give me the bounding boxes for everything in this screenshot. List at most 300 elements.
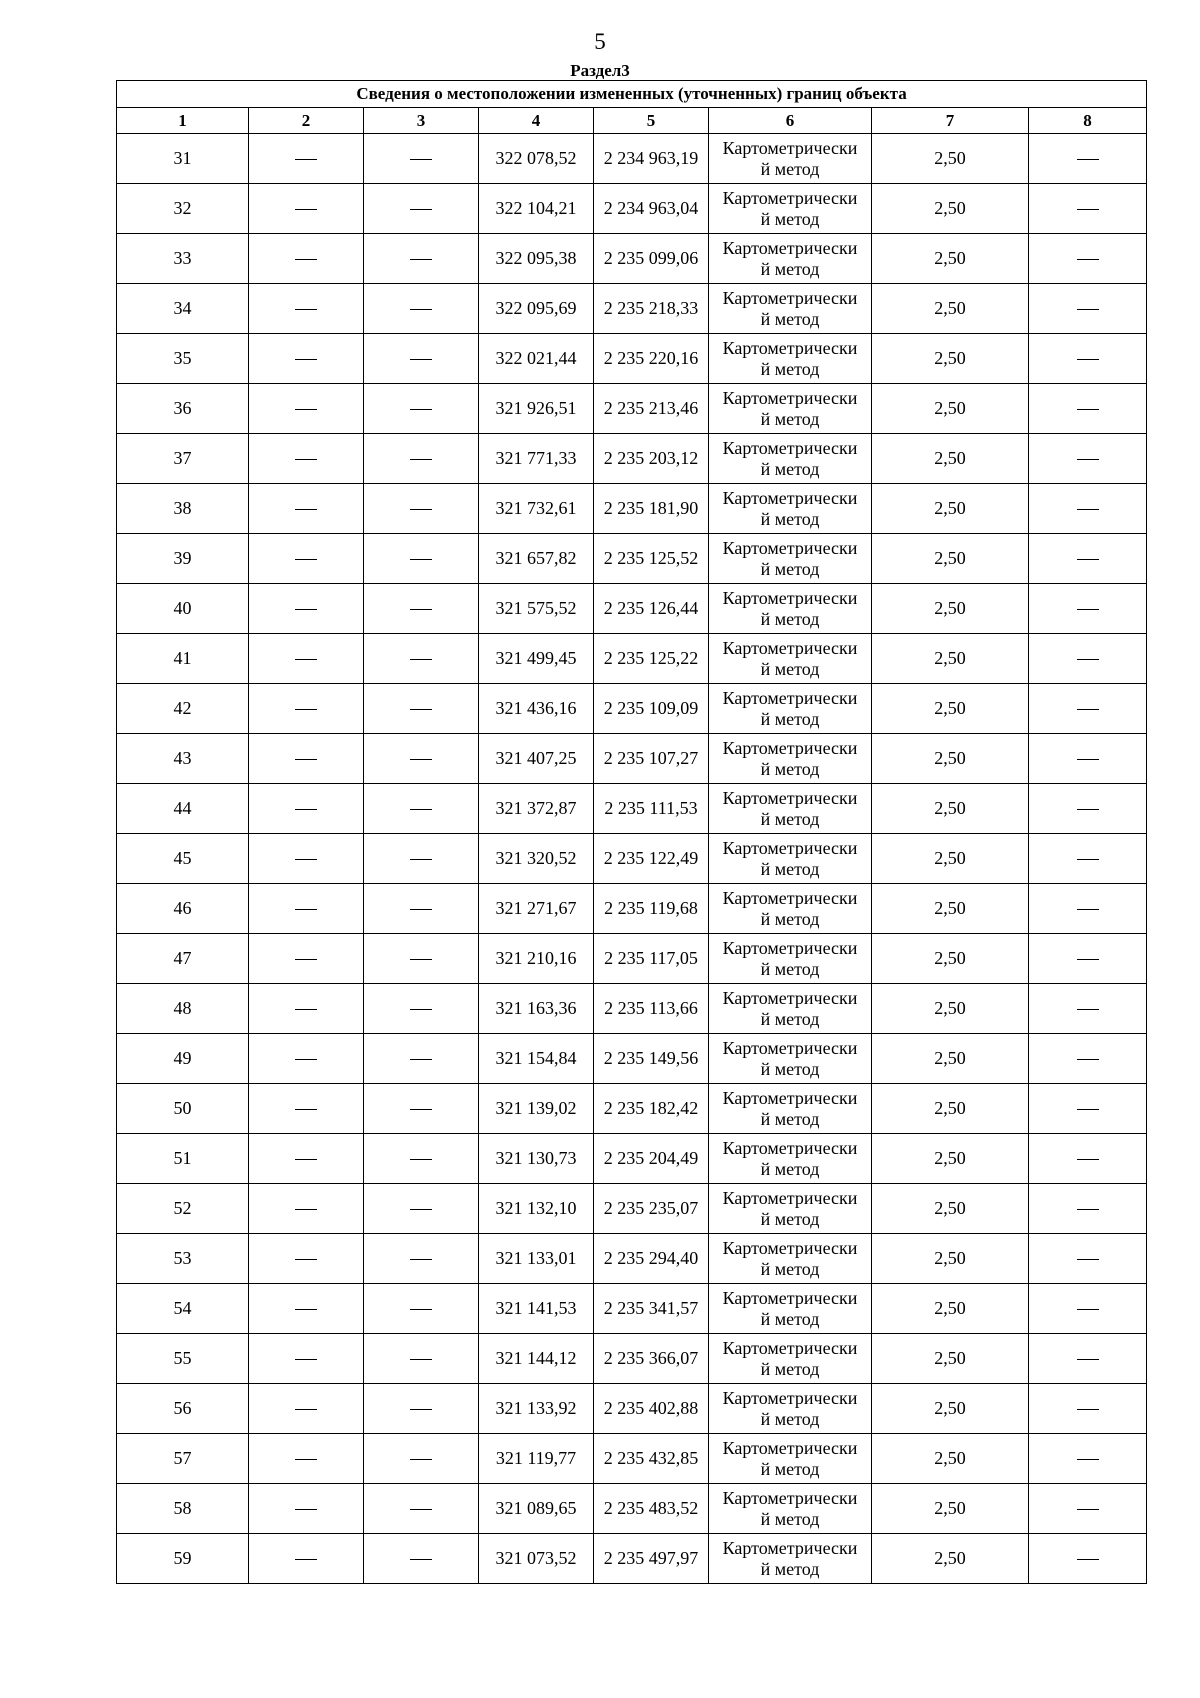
method-line-1: Картометрически [722, 737, 858, 758]
y-coordinate-cell: 2 235 113,66 [594, 984, 709, 1034]
method-line-1: Картометрически [722, 637, 858, 658]
dash-mark [1077, 1009, 1099, 1010]
dash-mark [1077, 159, 1099, 160]
method-cell [709, 1234, 872, 1284]
empty-cell [364, 1534, 479, 1584]
method-cell [709, 1284, 872, 1334]
empty-cell [1029, 1434, 1147, 1484]
x-coordinate-cell: 321 163,36 [479, 984, 594, 1034]
empty-cell [364, 384, 479, 434]
x-coordinate-cell: 321 657,82 [479, 534, 594, 584]
dash-mark [1077, 1109, 1099, 1110]
point-number-cell: 42 [117, 684, 249, 734]
dash-mark [410, 409, 432, 410]
y-coordinate-cell: 2 235 149,56 [594, 1034, 709, 1084]
dash-mark [1077, 959, 1099, 960]
empty-cell [249, 1234, 364, 1284]
point-number-cell: 50 [117, 1084, 249, 1134]
dash-mark [295, 1359, 317, 1360]
y-coordinate-cell: 2 235 432,85 [594, 1434, 709, 1484]
point-number-cell: 52 [117, 1184, 249, 1234]
method-line-2: й метод [760, 1408, 820, 1429]
table-row [117, 884, 1147, 934]
dash-mark [295, 1009, 317, 1010]
method-line-2: й метод [760, 408, 820, 429]
empty-cell [1029, 1334, 1147, 1384]
empty-cell [364, 734, 479, 784]
method-line-1: Картометрически [722, 137, 858, 158]
point-number-cell: 45 [117, 834, 249, 884]
table-row [117, 784, 1147, 834]
y-coordinate-cell: 2 235 204,49 [594, 1134, 709, 1184]
empty-cell [1029, 784, 1147, 834]
empty-cell [1029, 1184, 1147, 1234]
empty-cell [249, 1434, 364, 1484]
empty-cell [249, 434, 364, 484]
dash-mark [295, 459, 317, 460]
empty-cell [1029, 1134, 1147, 1184]
method-line-1: Картометрически [722, 237, 858, 258]
y-coordinate-cell: 2 235 117,05 [594, 934, 709, 984]
method-line-2: й метод [760, 258, 820, 279]
dash-mark [410, 1409, 432, 1410]
method-line-2: й метод [760, 958, 820, 979]
method-line-2: й метод [760, 708, 820, 729]
dash-mark [1077, 1509, 1099, 1510]
method-cell [709, 834, 872, 884]
point-number-cell: 57 [117, 1434, 249, 1484]
dash-mark [1077, 1409, 1099, 1410]
x-coordinate-cell: 321 130,73 [479, 1134, 594, 1184]
table-row [117, 1534, 1147, 1584]
empty-cell [249, 334, 364, 384]
method-line-1: Картометрически [722, 687, 858, 708]
point-number-cell: 46 [117, 884, 249, 934]
method-cell [709, 284, 872, 334]
point-number-cell: 43 [117, 734, 249, 784]
method-line-1: Картометрически [722, 387, 858, 408]
column-number-header: 8 [1029, 108, 1147, 134]
accuracy-cell: 2,50 [872, 884, 1029, 934]
dash-mark [410, 159, 432, 160]
y-coordinate-cell: 2 235 125,22 [594, 634, 709, 684]
dash-mark [1077, 659, 1099, 660]
method-line-1: Картометрически [722, 1437, 858, 1458]
empty-cell [1029, 1534, 1147, 1584]
method-line-2: й метод [760, 1558, 820, 1579]
y-coordinate-cell: 2 235 099,06 [594, 234, 709, 284]
empty-cell [364, 934, 479, 984]
accuracy-cell: 2,50 [872, 234, 1029, 284]
point-number-cell: 40 [117, 584, 249, 634]
dash-mark [295, 909, 317, 910]
accuracy-cell: 2,50 [872, 734, 1029, 784]
table-row [117, 434, 1147, 484]
empty-cell [364, 434, 479, 484]
method-cell [709, 484, 872, 534]
accuracy-cell: 2,50 [872, 334, 1029, 384]
y-coordinate-cell: 2 235 218,33 [594, 284, 709, 334]
dash-mark [1077, 809, 1099, 810]
empty-cell [364, 1084, 479, 1134]
dash-mark [295, 309, 317, 310]
method-line-1: Картометрически [722, 1087, 858, 1108]
x-coordinate-cell: 321 133,92 [479, 1384, 594, 1434]
empty-cell [249, 1384, 364, 1434]
empty-cell [1029, 1484, 1147, 1534]
accuracy-cell: 2,50 [872, 134, 1029, 184]
table-row [117, 984, 1147, 1034]
table-row [117, 284, 1147, 334]
empty-cell [1029, 984, 1147, 1034]
point-number-cell: 53 [117, 1234, 249, 1284]
dash-mark [1077, 1559, 1099, 1560]
method-line-1: Картометрически [722, 887, 858, 908]
dash-mark [1077, 1309, 1099, 1310]
empty-cell [1029, 1084, 1147, 1134]
x-coordinate-cell: 321 499,45 [479, 634, 594, 684]
dash-mark [410, 959, 432, 960]
method-line-2: й метод [760, 608, 820, 629]
dash-mark [1077, 609, 1099, 610]
method-cell [709, 434, 872, 484]
dash-mark [410, 1159, 432, 1160]
empty-cell [249, 634, 364, 684]
method-line-2: й метод [760, 208, 820, 229]
dash-mark [410, 1309, 432, 1310]
method-cell [709, 1084, 872, 1134]
empty-cell [1029, 384, 1147, 434]
point-number-cell: 32 [117, 184, 249, 234]
empty-cell [364, 584, 479, 634]
method-line-2: й метод [760, 458, 820, 479]
accuracy-cell: 2,50 [872, 1334, 1029, 1384]
table-row [117, 334, 1147, 384]
point-number-cell: 51 [117, 1134, 249, 1184]
x-coordinate-cell: 321 133,01 [479, 1234, 594, 1284]
dash-mark [295, 859, 317, 860]
dash-mark [295, 1409, 317, 1410]
empty-cell [1029, 434, 1147, 484]
dash-mark [1077, 359, 1099, 360]
page-number: 5 [594, 29, 606, 54]
method-line-1: Картометрически [722, 187, 858, 208]
dash-mark [410, 259, 432, 260]
method-line-2: й метод [760, 558, 820, 579]
dash-mark [410, 559, 432, 560]
dash-mark [295, 559, 317, 560]
method-line-2: й метод [760, 1458, 820, 1479]
method-cell [709, 1184, 872, 1234]
dash-mark [410, 909, 432, 910]
empty-cell [249, 1034, 364, 1084]
point-number-cell: 55 [117, 1334, 249, 1384]
empty-cell [249, 284, 364, 334]
method-line-1: Картометрически [722, 1037, 858, 1058]
dash-mark [1077, 859, 1099, 860]
point-number-cell: 33 [117, 234, 249, 284]
point-number-cell: 44 [117, 784, 249, 834]
y-coordinate-cell: 2 235 107,27 [594, 734, 709, 784]
column-number-header: 5 [594, 108, 709, 134]
dash-mark [1077, 1209, 1099, 1210]
empty-cell [364, 534, 479, 584]
dash-mark [1077, 759, 1099, 760]
x-coordinate-cell: 321 771,33 [479, 434, 594, 484]
x-coordinate-cell: 322 095,38 [479, 234, 594, 284]
empty-cell [1029, 1234, 1147, 1284]
method-line-1: Картометрически [722, 437, 858, 458]
dash-mark [295, 1159, 317, 1160]
y-coordinate-cell: 2 235 109,09 [594, 684, 709, 734]
method-line-1: Картометрически [722, 487, 858, 508]
empty-cell [249, 734, 364, 784]
dash-mark [410, 459, 432, 460]
point-number-cell: 31 [117, 134, 249, 184]
y-coordinate-cell: 2 235 341,57 [594, 1284, 709, 1334]
method-line-1: Картометрически [722, 537, 858, 558]
dash-mark [410, 1359, 432, 1360]
accuracy-cell: 2,50 [872, 384, 1029, 434]
method-line-1: Картометрически [722, 1537, 858, 1558]
x-coordinate-cell: 321 139,02 [479, 1084, 594, 1134]
method-line-2: й метод [760, 658, 820, 679]
dash-mark [1077, 1259, 1099, 1260]
dash-mark [410, 859, 432, 860]
method-cell [709, 334, 872, 384]
accuracy-cell: 2,50 [872, 534, 1029, 584]
method-cell [709, 934, 872, 984]
coordinates-table [116, 80, 1147, 1584]
empty-cell [249, 1484, 364, 1534]
y-coordinate-cell: 2 235 497,97 [594, 1534, 709, 1584]
method-line-2: й метод [760, 1008, 820, 1029]
table-row [117, 184, 1147, 234]
empty-cell [249, 234, 364, 284]
empty-cell [249, 384, 364, 434]
method-line-1: Картометрически [722, 937, 858, 958]
dash-mark [295, 1109, 317, 1110]
method-line-2: й метод [760, 808, 820, 829]
dash-mark [1077, 209, 1099, 210]
empty-cell [1029, 1034, 1147, 1084]
x-coordinate-cell: 321 154,84 [479, 1034, 594, 1084]
dash-mark [295, 1509, 317, 1510]
accuracy-cell: 2,50 [872, 1234, 1029, 1284]
y-coordinate-cell: 2 235 366,07 [594, 1334, 709, 1384]
x-coordinate-cell: 321 575,52 [479, 584, 594, 634]
method-line-1: Картометрически [722, 1487, 858, 1508]
dash-mark [410, 809, 432, 810]
empty-cell [249, 1184, 364, 1234]
empty-cell [1029, 834, 1147, 884]
dash-mark [410, 609, 432, 610]
y-coordinate-cell: 2 234 963,19 [594, 134, 709, 184]
dash-mark [295, 1309, 317, 1310]
y-coordinate-cell: 2 235 119,68 [594, 884, 709, 934]
x-coordinate-cell: 321 320,52 [479, 834, 594, 884]
point-number-cell: 37 [117, 434, 249, 484]
empty-cell [364, 1334, 479, 1384]
empty-cell [364, 1184, 479, 1234]
dash-mark [295, 1209, 317, 1210]
table-row [117, 1334, 1147, 1384]
accuracy-cell: 2,50 [872, 934, 1029, 984]
dash-mark [295, 259, 317, 260]
x-coordinate-cell: 321 141,53 [479, 1284, 594, 1334]
dash-mark [295, 359, 317, 360]
method-cell [709, 234, 872, 284]
method-line-2: й метод [760, 908, 820, 929]
column-number-header: 6 [709, 108, 872, 134]
empty-cell [364, 484, 479, 534]
empty-cell [364, 884, 479, 934]
dash-mark [295, 759, 317, 760]
dash-mark [295, 209, 317, 210]
dash-mark [1077, 1159, 1099, 1160]
empty-cell [364, 834, 479, 884]
table-row [117, 1234, 1147, 1284]
y-coordinate-cell: 2 235 213,46 [594, 384, 709, 434]
table-row [117, 684, 1147, 734]
method-line-2: й метод [760, 1108, 820, 1129]
empty-cell [249, 1534, 364, 1584]
empty-cell [249, 984, 364, 1034]
empty-cell [1029, 584, 1147, 634]
column-number-header: 1 [117, 108, 249, 134]
dash-mark [1077, 409, 1099, 410]
empty-cell [249, 184, 364, 234]
point-number-cell: 56 [117, 1384, 249, 1434]
empty-cell [249, 584, 364, 634]
table-row [117, 634, 1147, 684]
method-cell [709, 1134, 872, 1184]
dash-mark [1077, 1059, 1099, 1060]
dash-mark [410, 1009, 432, 1010]
dash-mark [1077, 309, 1099, 310]
dash-mark [410, 359, 432, 360]
accuracy-cell: 2,50 [872, 984, 1029, 1034]
x-coordinate-cell: 321 732,61 [479, 484, 594, 534]
empty-cell [249, 834, 364, 884]
table-row [117, 1384, 1147, 1434]
empty-cell [1029, 134, 1147, 184]
method-cell [709, 784, 872, 834]
point-number-cell: 39 [117, 534, 249, 584]
accuracy-cell: 2,50 [872, 784, 1029, 834]
empty-cell [1029, 1284, 1147, 1334]
empty-cell [364, 234, 479, 284]
accuracy-cell: 2,50 [872, 834, 1029, 884]
x-coordinate-cell: 322 021,44 [479, 334, 594, 384]
empty-cell [249, 784, 364, 834]
method-cell [709, 534, 872, 584]
accuracy-cell: 2,50 [872, 1184, 1029, 1234]
column-number-header: 7 [872, 108, 1029, 134]
method-line-1: Картометрически [722, 1137, 858, 1158]
empty-cell [364, 1384, 479, 1434]
method-cell [709, 634, 872, 684]
empty-cell [364, 684, 479, 734]
x-coordinate-cell: 321 144,12 [479, 1334, 594, 1384]
dash-mark [410, 1459, 432, 1460]
empty-cell [1029, 334, 1147, 384]
section-label: Раздел3 [570, 61, 630, 80]
method-cell [709, 684, 872, 734]
empty-cell [1029, 734, 1147, 784]
method-line-1: Картометрически [722, 337, 858, 358]
point-number-cell: 35 [117, 334, 249, 384]
method-line-2: й метод [760, 1058, 820, 1079]
empty-cell [364, 984, 479, 1034]
table-row [117, 934, 1147, 984]
dash-mark [295, 1259, 317, 1260]
empty-cell [364, 1134, 479, 1184]
empty-cell [364, 634, 479, 684]
dash-mark [410, 659, 432, 660]
dash-mark [295, 1559, 317, 1560]
accuracy-cell: 2,50 [872, 434, 1029, 484]
empty-cell [1029, 484, 1147, 534]
dash-mark [410, 209, 432, 210]
y-coordinate-cell: 2 235 483,52 [594, 1484, 709, 1534]
point-number-cell: 47 [117, 934, 249, 984]
method-cell [709, 1034, 872, 1084]
point-number-cell: 36 [117, 384, 249, 434]
method-cell [709, 134, 872, 184]
method-cell [709, 184, 872, 234]
y-coordinate-cell: 2 234 963,04 [594, 184, 709, 234]
point-number-cell: 49 [117, 1034, 249, 1084]
dash-mark [295, 959, 317, 960]
y-coordinate-cell: 2 235 402,88 [594, 1384, 709, 1434]
table-row [117, 1084, 1147, 1134]
x-coordinate-cell: 321 926,51 [479, 384, 594, 434]
y-coordinate-cell: 2 235 125,52 [594, 534, 709, 584]
dash-mark [295, 659, 317, 660]
y-coordinate-cell: 2 235 182,42 [594, 1084, 709, 1134]
accuracy-cell: 2,50 [872, 584, 1029, 634]
table-row [117, 534, 1147, 584]
empty-cell [1029, 284, 1147, 334]
empty-cell [249, 1084, 364, 1134]
dash-mark [1077, 559, 1099, 560]
method-line-1: Картометрически [722, 587, 858, 608]
column-number-header: 2 [249, 108, 364, 134]
empty-cell [1029, 934, 1147, 984]
method-line-2: й метод [760, 1158, 820, 1179]
dash-mark [1077, 1459, 1099, 1460]
y-coordinate-cell: 2 235 111,53 [594, 784, 709, 834]
method-line-2: й метод [760, 1358, 820, 1379]
point-number-cell: 38 [117, 484, 249, 534]
dash-mark [295, 159, 317, 160]
method-line-2: й метод [760, 1208, 820, 1229]
method-line-1: Картометрически [722, 1287, 858, 1308]
empty-cell [249, 1134, 364, 1184]
accuracy-cell: 2,50 [872, 1284, 1029, 1334]
empty-cell [1029, 884, 1147, 934]
dash-mark [410, 309, 432, 310]
empty-cell [364, 284, 479, 334]
empty-cell [364, 134, 479, 184]
method-line-1: Картометрически [722, 287, 858, 308]
accuracy-cell: 2,50 [872, 1134, 1029, 1184]
x-coordinate-cell: 321 073,52 [479, 1534, 594, 1584]
dash-mark [1077, 509, 1099, 510]
empty-cell [249, 484, 364, 534]
dash-mark [410, 1259, 432, 1260]
